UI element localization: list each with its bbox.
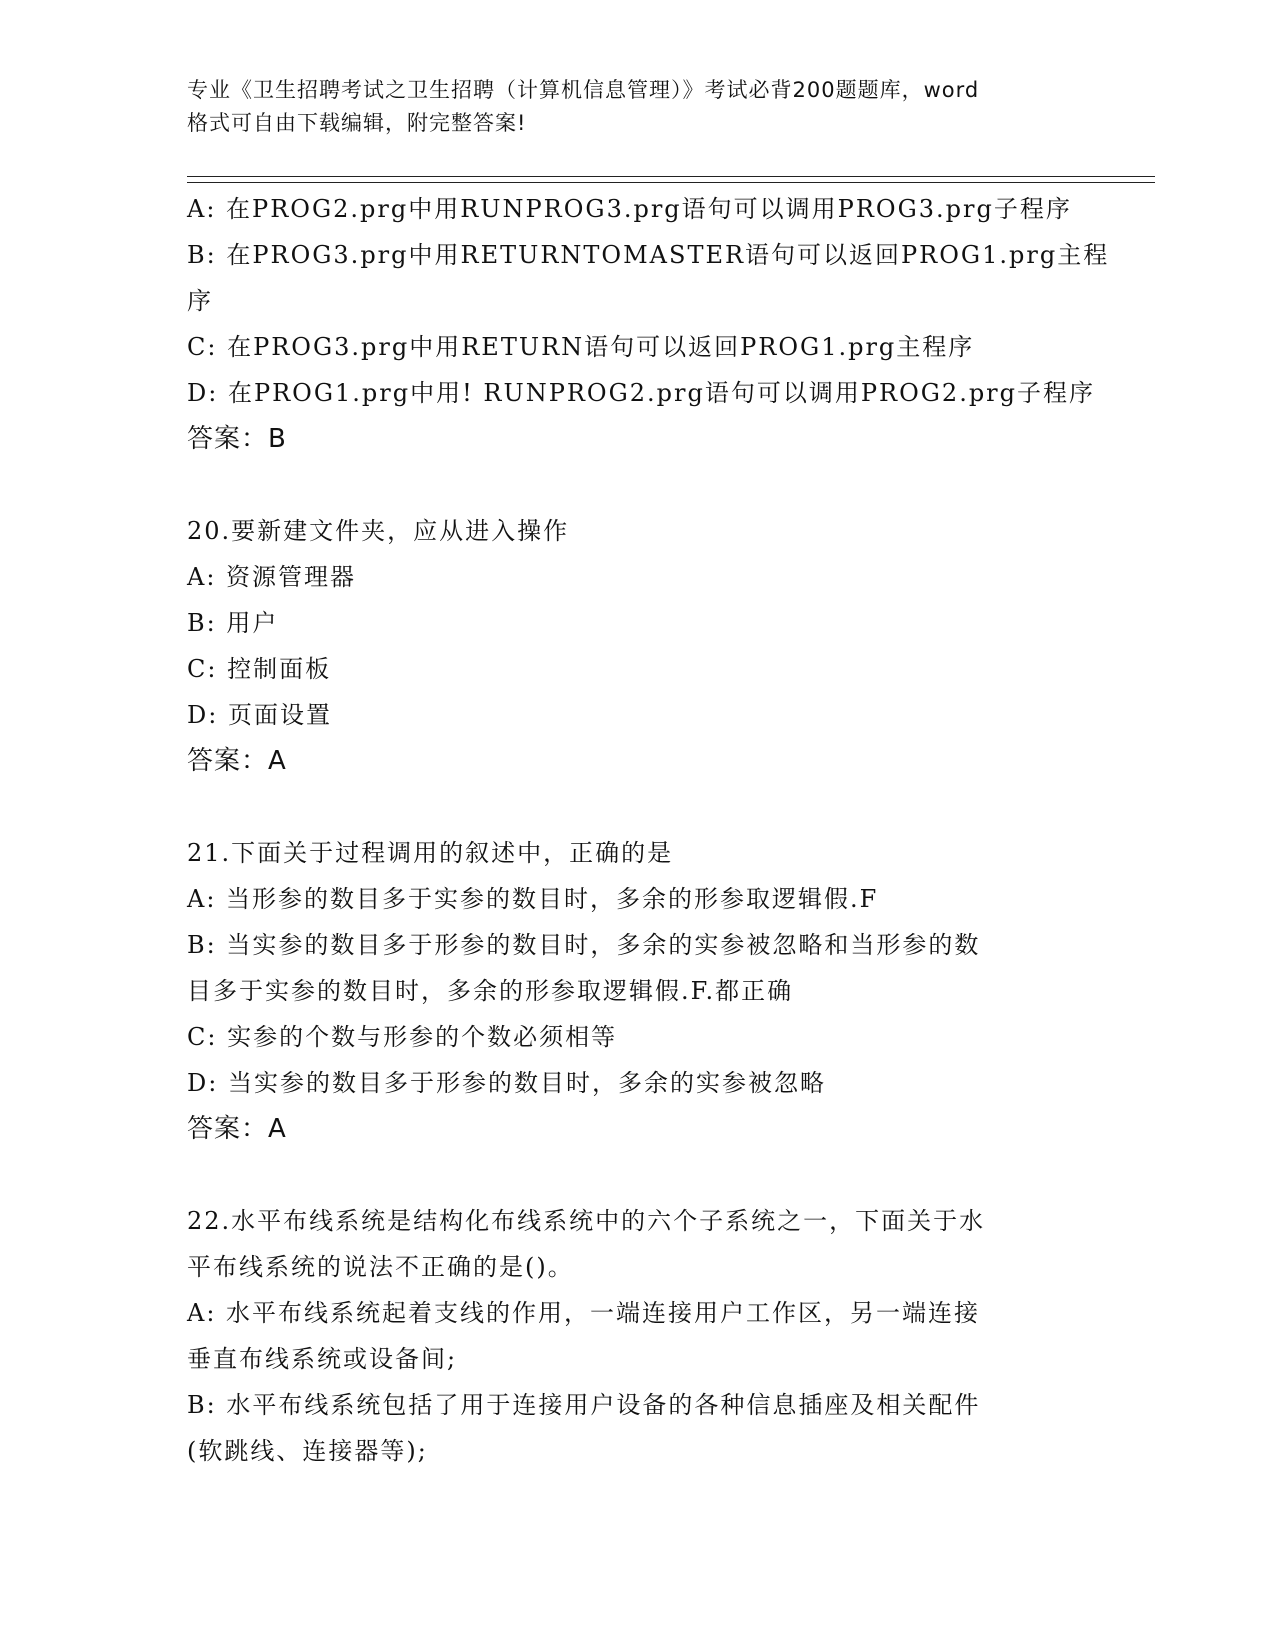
option-b-continued: 目多于实参的数目时，多余的形参取逻辑假.F.都正确 <box>187 977 794 1005</box>
option-a: A: 在PROG2.prg中用RUNPROG3.prg语句可以调用PROG3.prg子程序 <box>187 195 1072 223</box>
option-b: B: 用户 <box>187 609 279 637</box>
option-a: A: 水平布线系统起着支线的作用，一端连接用户工作区，另一端连接 <box>187 1299 981 1327</box>
option-a-continued: 垂直布线系统或设备间; <box>187 1345 458 1373</box>
option-d: D: 页面设置 <box>187 701 332 729</box>
document-header <box>187 74 1087 140</box>
option-b-continued: 序 <box>187 287 213 315</box>
answer: 答案：B <box>187 424 287 454</box>
option-a: A: 资源管理器 <box>187 563 357 591</box>
header-divider-bottom <box>187 182 1155 183</box>
question-21 <box>187 830 1087 1152</box>
option-b-continued: (软跳线、连接器等); <box>187 1437 428 1465</box>
question-stem: 22.水平布线系统是结构化布线系统中的六个子系统之一，下面关于水 <box>187 1207 986 1235</box>
option-c: C: 控制面板 <box>187 655 332 683</box>
spacer <box>187 1152 1087 1198</box>
spacer <box>187 784 1087 830</box>
option-a: A: 当形参的数目多于实参的数目时，多余的形参取逻辑假.F <box>187 885 879 913</box>
header-title-line-2: 格式可自由下载编辑，附完整答案! <box>187 111 527 135</box>
option-b: B: 在PROG3.prg中用RETURNTOMASTER语句可以返回PROG1.prg主程 <box>187 241 1110 269</box>
spacer <box>187 462 1087 508</box>
question-20 <box>187 508 1087 784</box>
question-stem: 20.要新建文件夹，应从进入操作 <box>187 517 570 545</box>
question-stem-continued: 平布线系统的说法不正确的是()。 <box>187 1253 574 1281</box>
option-d: D: 在PROG1.prg中用! RUNPROG2.prg语句可以调用PROG2.prg子程序 <box>187 379 1096 407</box>
option-d: D: 当实参的数目多于形参的数目时，多余的实参被忽略 <box>187 1069 826 1097</box>
answer: 答案：A <box>187 1114 287 1144</box>
header-title-line-1: 专业《卫生招聘考试之卫生招聘（计算机信息管理）》考试必背200题题库，word <box>187 78 980 102</box>
option-b: B: 当实参的数目多于形参的数目时，多余的实参被忽略和当形参的数 <box>187 931 981 959</box>
answer: 答案：A <box>187 746 287 776</box>
header-divider-top <box>187 176 1155 177</box>
question-list <box>187 186 1110 1474</box>
option-c: C: 实参的个数与形参的个数必须相等 <box>187 1023 618 1051</box>
option-c: C: 在PROG3.prg中用RETURN语句可以返回PROG1.prg主程序 <box>187 333 975 361</box>
question-stem: 21.下面关于过程调用的叙述中，正确的是 <box>187 839 674 867</box>
question-22 <box>187 1198 1087 1474</box>
option-b: B: 水平布线系统包括了用于连接用户设备的各种信息插座及相关配件 <box>187 1391 981 1419</box>
question-19 <box>187 186 1110 462</box>
